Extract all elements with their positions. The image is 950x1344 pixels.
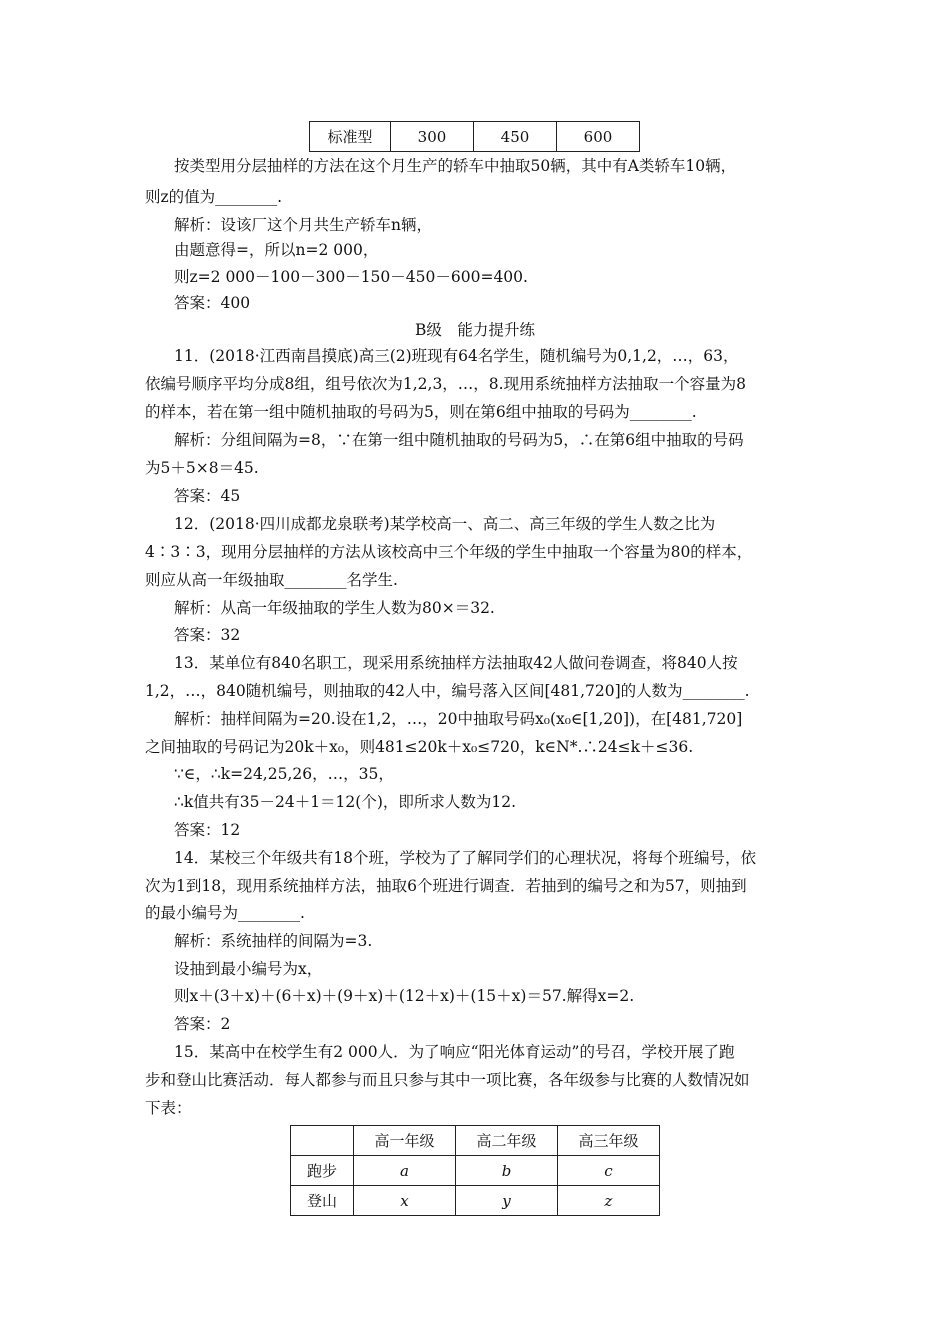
section-title: B级 能力提升练 [415, 321, 535, 339]
text-line: 答案：45 [174, 487, 241, 505]
bottom-table [290, 1125, 660, 1216]
text-line: 下表： [145, 1099, 192, 1117]
table-cell: a [354, 1156, 456, 1186]
table-cell: x [354, 1186, 456, 1216]
text-line: 解析：系统抽样的间隔为=3. [174, 932, 373, 950]
table-cell: 标准型 [310, 122, 391, 152]
text-line: 解析：设该厂这个月共生产轿车n辆， [174, 216, 432, 234]
table-row [291, 1186, 660, 1216]
table-cell: 450 [474, 122, 557, 152]
text-line: 的样本，若在第一组中随机抽取的号码为5，则在第6组中抽取的号码为________. [145, 403, 697, 421]
text-line: 则z的值为________. [145, 188, 283, 206]
top-table [309, 121, 640, 152]
text-line: 答案：2 [174, 1015, 231, 1033]
table-cell: c [558, 1156, 660, 1186]
text-line: 之间抽取的号码记为20k＋x₀，则481≤20k＋x₀≤720，k∈N*.∴24≤k＋≤36. [145, 738, 694, 756]
text-line: 的最小编号为________. [145, 904, 305, 922]
text-line: 1,2，…，840随机编号，则抽取的42人中，编号落入区间[481,720]的人数为________. [145, 682, 750, 700]
text-line: 解析：分组间隔为=8，∵在第一组中随机抽取的号码为5，∴在第6组中抽取的号码 [174, 431, 744, 449]
text-line: 14．某校三个年级共有18个班，学校为了了解同学们的心理状况，将每个班编号，依 [174, 849, 756, 867]
text-line: 答案：400 [174, 294, 251, 312]
text-line: 为5＋5×8＝45. [145, 459, 259, 477]
text-line: 步和登山比赛活动．每人都参与而且只参与其中一项比赛，各年级参与比赛的人数情况如 [145, 1071, 750, 1089]
text-line: 15．某高中在校学生有2 000人．为了响应“阳光体育运动”的号召，学校开展了跑 [174, 1043, 735, 1061]
text-line: ∵∈，∴k=24,25,26，…，35， [174, 765, 394, 783]
table-cell: 高一年级 [354, 1126, 456, 1156]
text-line: 13．某单位有840名职工，现采用系统抽样方法抽取42人做问卷调查，将840人按 [174, 654, 738, 672]
text-line: 11．(2018·江西南昌摸底)高三(2)班现有64名学生，随机编号为0,1,2，…，63， [174, 347, 739, 365]
table-header-row [291, 1126, 660, 1156]
text-line: 解析：抽样间隔为=20.设在1,2，…，20中抽取号码x₀(x₀∈[1,20])，在[481,720] [174, 710, 743, 728]
table-cell: 高三年级 [558, 1126, 660, 1156]
table-cell: 登山 [291, 1186, 354, 1216]
text-line: 则应从高一年级抽取________名学生. [145, 571, 398, 589]
text-line: 由题意得=，所以n=2 000， [174, 241, 379, 259]
text-line: 次为1到18，现用系统抽样方法，抽取6个班进行调查．若抽到的编号之和为57，则抽到 [145, 877, 747, 895]
table-cell: 高二年级 [456, 1126, 558, 1156]
table-cell: y [456, 1186, 558, 1216]
text-line: 则x＋(3＋x)＋(6＋x)＋(9＋x)＋(12＋x)＋(15＋x)＝57.解得x=2. [174, 987, 635, 1005]
table-cell [291, 1126, 354, 1156]
text-line: 解析：从高一年级抽取的学生人数为80×＝32. [174, 599, 495, 617]
table-cell: 600 [557, 122, 640, 152]
text-line: 依编号顺序平均分成8组，组号依次为1,2,3，…，8.现用系统抽样方法抽取一个容量为8 [145, 375, 746, 393]
text-line: 12．(2018·四川成都龙泉联考)某学校高一、高二、高三年级的学生人数之比为 [174, 515, 716, 533]
text-line: 4∶3∶3，现用分层抽样的方法从该校高中三个年级的学生中抽取一个容量为80的样本， [145, 543, 753, 561]
text-line: 按类型用分层抽样的方法在这个月生产的轿车中抽取50辆，其中有A类轿车10辆， [174, 157, 737, 175]
table-row [291, 1156, 660, 1186]
table-cell: 跑步 [291, 1156, 354, 1186]
table-cell: 300 [391, 122, 474, 152]
table-row [310, 122, 640, 152]
text-line: 答案：12 [174, 821, 241, 839]
text-line: 则z=2 000－100－300－150－450－600=400. [174, 268, 528, 286]
text-line: 答案：32 [174, 626, 241, 644]
table-cell: z [558, 1186, 660, 1216]
text-line: 设抽到最小编号为x， [174, 960, 323, 978]
table-cell: b [456, 1156, 558, 1186]
text-line: ∴k值共有35－24＋1＝12(个)，即所求人数为12. [174, 793, 517, 811]
